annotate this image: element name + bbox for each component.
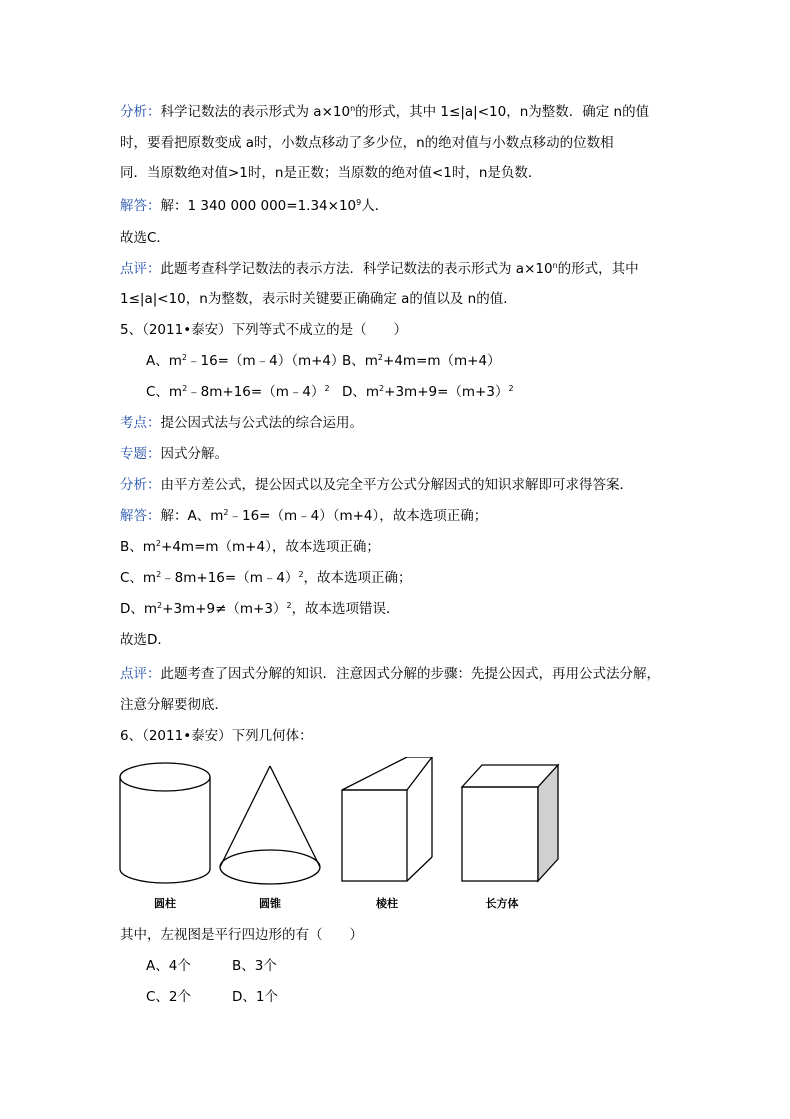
answer-2-line-b: B、$m^2+4m=m(m+4)$，故本选项正确； [120,539,380,555]
choose-2-line: 故选D． [120,632,171,648]
q5-option-b: B、$m^2+4m=m(m+4)$ [342,353,501,369]
answer-label: 解答： [120,198,161,214]
geometry-figures [110,757,570,917]
q6-options-row-2 [146,987,346,1007]
rectangular-box-figure [462,765,558,881]
q5-options-row-1 [146,351,546,371]
answer-line: 解答：解：1 340 000 $000=1.34\times 10^9$人． [120,198,389,214]
analysis-2-label: 分析： [120,477,161,493]
analysis-line-2: 时，要看把原数变成 a时，小数点移动了多少位，n的绝对值与小数点移动的位数相 [120,135,614,151]
cone-figure [220,766,320,884]
question-5-stem: 5、（2011•泰安）下列等式不成立的是（ ） [120,322,408,338]
caption-cylinder: 圆柱 [154,897,176,910]
zhuanti-line: 专题：因式分解。 [120,446,228,462]
analysis-2-line: 分析：由平方差公式，提公因式以及完全平方公式分解因式的知识求解即可求得答案． [120,477,633,493]
comment-2-label: 点评： [120,666,161,682]
q6-option-d: D、1个 [232,989,278,1005]
choose-line: 故选C． [120,230,170,246]
question-6-stem: 6、（2011•泰安）下列几何体： [120,728,313,744]
q5-option-a: A、$m^2﹣16=(m﹣4)(m+4)$ [146,353,345,369]
caption-prism: 棱柱 [376,897,398,910]
analysis-line-1: 分析：科学记数法的表示形式为 $a\times 10^n$的形式，其中 1≤|a|<10，n为整数．确定 n的值 [120,104,650,120]
q5-option-d: D、$m^2+3m+9=(m+3)^2$ [342,384,514,400]
zhuanti-label: 专题： [120,446,161,462]
question-6-prompt: 其中，左视图是平行四边形的有（ ） [120,927,363,943]
comment-line-1: 点评：此题考查科学记数法的表示方法．科学记数法的表示形式为 $a\times 10^n$的形式，其中 [120,261,639,277]
answer-2-label: 解答： [120,508,161,524]
prism-figure [342,757,432,881]
comment-2-line-1: 点评：此题考查了因式分解的知识．注意因式分解的步骤：先提公因式，再用公式法分解， [120,666,660,682]
q6-option-b: B、3个 [232,958,277,974]
analysis-label: 分析： [120,104,161,120]
q5-options-row-2 [146,382,546,402]
kaodian-label: 考点： [120,415,161,431]
comment-2-line-2: 注意分解要彻底． [120,697,228,713]
answer-2-line-a: 解答：解：A、$m^2﹣16=(m﹣4)(m+4)$，故本选项正确； [120,508,488,524]
q6-option-c: C、2个 [146,989,192,1005]
comment-line-2: 1≤|a|<10，n为整数，表示时关键要正确确定 a的值以及 n的值． [120,291,517,307]
caption-cuboid: 长方体 [485,897,519,910]
analysis-line-3: 同．当原数绝对值>1时，n是正数；当原数的绝对值<1时，n是负数． [120,165,542,181]
geometry-solids-drawing [110,757,570,892]
kaodian-line: 考点：提公因式法与公式法的综合运用。 [120,415,363,431]
q5-option-c: C、$m^2﹣8m+16=(m﹣4)^2$ [146,384,330,400]
q6-option-a: A、4个 [146,958,191,974]
cylinder-figure [120,763,210,883]
answer-2-line-c: C、$m^2﹣8m+16=(m﹣4)^2$，故本选项正确； [120,570,412,586]
q6-options-row-1 [146,956,346,976]
caption-cone: 圆锥 [259,897,281,910]
comment-label: 点评： [120,261,161,277]
answer-2-line-d: D、$m^2+3m+9\ne(m+3)^2$，故本选项错误． [120,601,400,617]
